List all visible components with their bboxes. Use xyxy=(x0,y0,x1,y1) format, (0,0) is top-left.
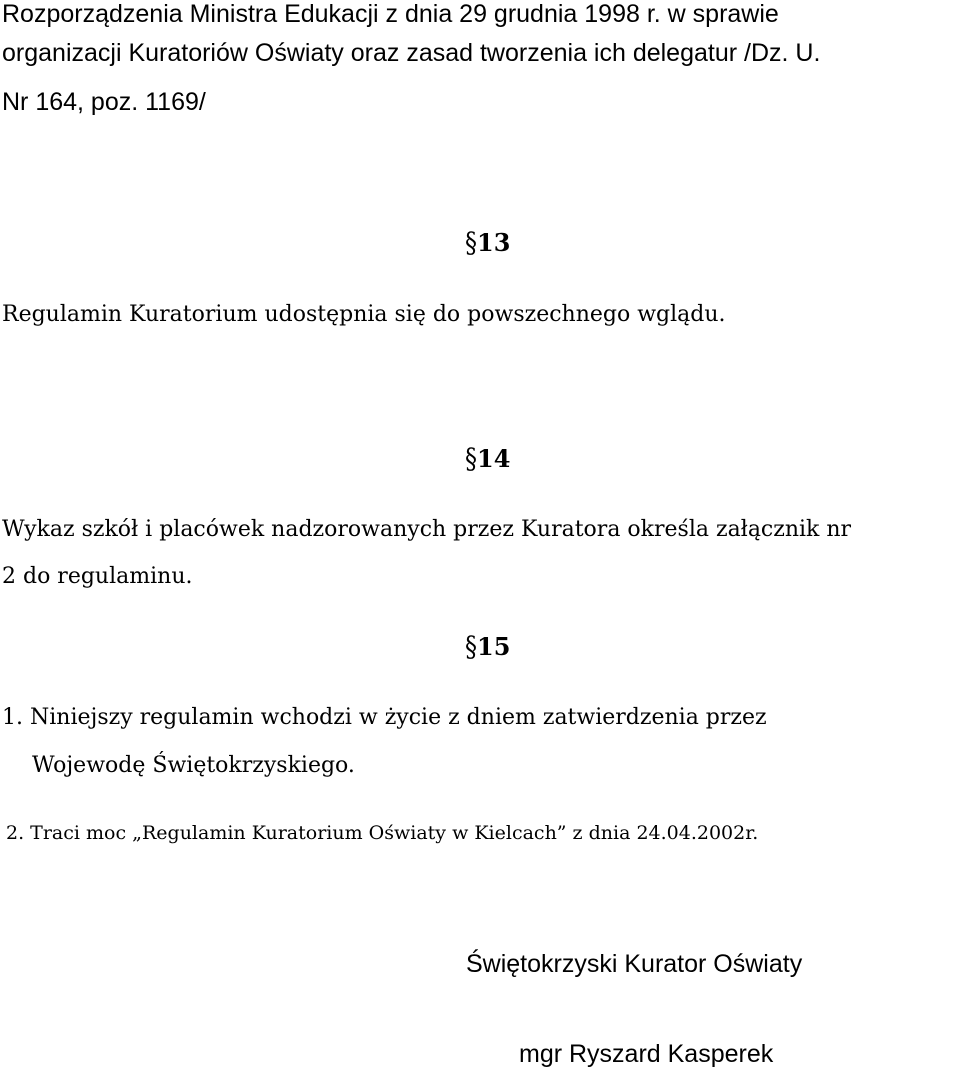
section-sign-icon: § xyxy=(465,226,477,260)
paragraph-number: 14 xyxy=(477,444,511,473)
section-sign-icon: § xyxy=(465,630,477,664)
intro-line-2: organizacji Kuratoriów Oświaty oraz zasad tworzenia ich delegatur /Dz. U. xyxy=(2,39,821,67)
intro-line-3: Nr 164, poz. 1169/ xyxy=(2,88,206,116)
intro-line-1: Rozporządzenia Ministra Edukacji z dnia 29 grudnia 1998 r. w sprawie xyxy=(2,0,779,28)
paragraph-13-text: Regulamin Kuratorium udostępnia się do powszechnego wglądu. xyxy=(2,302,726,327)
paragraph-15-heading xyxy=(465,630,511,664)
paragraph-14-text-line-1: Wykaz szkół i placówek nadzorowanych przez Kuratora określa załącznik nr xyxy=(2,517,852,542)
section-sign-icon: § xyxy=(465,442,477,476)
paragraph-13-heading xyxy=(465,226,511,260)
signature-office: Świętokrzyski Kurator Oświaty xyxy=(466,950,803,978)
paragraph-number: 15 xyxy=(477,632,511,661)
paragraph-15-item-1-line-2: Wojewodę Świętokrzyskiego. xyxy=(32,753,355,778)
paragraph-15-item-2: 2. Traci moc „Regulamin Kuratorium Oświaty w Kielcach” z dnia 24.04.2002r. xyxy=(6,822,759,844)
paragraph-number: 13 xyxy=(477,228,511,257)
signature-name: mgr Ryszard Kasperek xyxy=(519,1040,774,1068)
paragraph-14-text-line-2: 2 do regulaminu. xyxy=(2,564,193,589)
paragraph-14-heading xyxy=(465,442,511,476)
paragraph-15-item-1-line-1: 1. Niniejszy regulamin wchodzi w życie z dniem zatwierdzenia przez xyxy=(2,705,767,730)
